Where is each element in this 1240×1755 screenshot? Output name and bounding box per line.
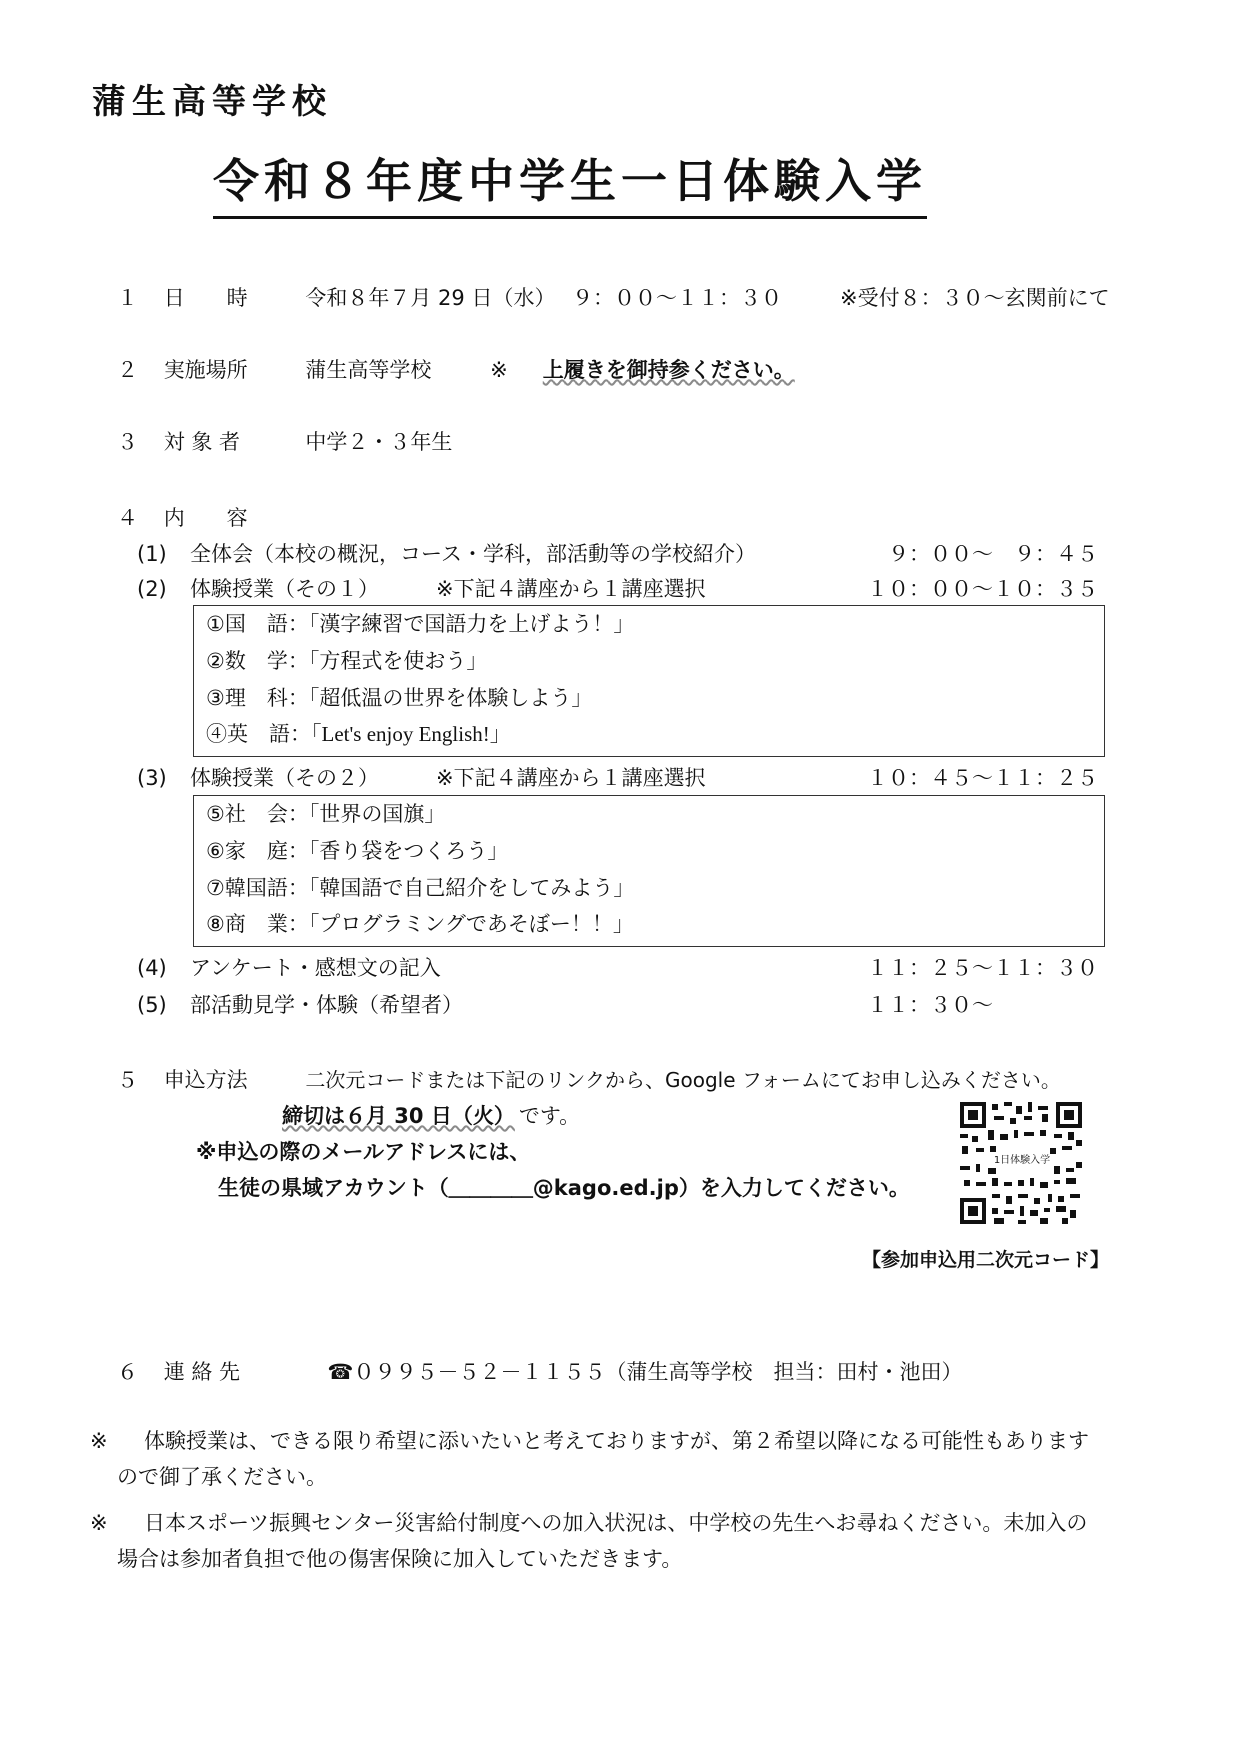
contact-phone: ☎０９９５－５２－１１５５（蒲生高等学校 担当：田村・池田）: [327, 1360, 963, 1384]
course-item: ⑥家 庭：「香り袋をつくろう」: [206, 839, 509, 863]
course-item: ⑦韓国語：「韓国語で自己紹介をしてみよう」: [206, 876, 635, 900]
section-number: ２: [117, 358, 138, 382]
session-time: １０：００～１０：３５: [867, 577, 1098, 601]
section-number: ６: [117, 1360, 138, 1384]
session-name: アンケート・感想文の記入: [190, 956, 441, 980]
deadline-suffix: です。: [518, 1104, 581, 1128]
course-box-1: [193, 605, 1105, 757]
session-time: １１：３０～: [867, 993, 993, 1017]
note-text: 体験授業は、できる限り希望に添いたいと考えておりますが、第２希望以降になる可能性もあります: [144, 1429, 1089, 1453]
course-item: ②数 学：「方程式を使おう」: [206, 649, 488, 673]
session-time: ９：００～ ９：４５: [888, 542, 1098, 566]
note-text: 場合は参加者負担で他の傷害保険に加入していただきます。: [117, 1547, 683, 1571]
session-note: ※下記４講座から１講座選択: [436, 766, 706, 790]
venue-mark: ※: [490, 358, 508, 382]
note-mark: ※: [90, 1429, 108, 1453]
section-label: 実施場所: [163, 358, 248, 382]
session-no: (2): [137, 577, 167, 601]
mail-note-2: 生徒の県域アカウント（＿＿＿＿@kago.ed.jp）を入力してください。: [218, 1176, 910, 1200]
course-box-2: [193, 795, 1105, 947]
deadline-date: 締切は６月 30 日（火）: [282, 1104, 515, 1128]
section-contact: [117, 1357, 963, 1387]
section-venue: [117, 355, 795, 385]
section-number: ３: [117, 430, 138, 454]
section-label: 連 絡 先: [163, 1360, 241, 1384]
qr-code-image[interactable]: [958, 1100, 1084, 1226]
apply-deadline: [282, 1101, 580, 1131]
section-number: ５: [117, 1068, 138, 1092]
mail-note-1: ※申込の際のメールアドレスには、: [196, 1140, 531, 1164]
event-date: 令和８年７月 29 日（水）: [305, 286, 556, 310]
session-time: １１：２５～１１：３０: [867, 956, 1098, 980]
session-no: (1): [137, 542, 167, 566]
qr-label: 1日体験入学: [993, 1155, 1051, 1166]
session-no: (4): [137, 956, 167, 980]
course-item: ③理 科：「超低温の世界を体験しよう」: [206, 686, 593, 710]
session-no: (3): [137, 766, 167, 790]
session-name: 全体会（本校の概況，コース・学科，部活動等の学校紹介）: [190, 542, 756, 566]
section-label: 対 象 者: [163, 430, 241, 454]
section-label: 内 容: [163, 506, 248, 530]
section-number: １: [117, 286, 138, 310]
note-mark: ※: [90, 1511, 108, 1535]
venue-place: 蒲生高等学校: [305, 358, 432, 382]
school-name: 蒲生高等学校: [92, 82, 332, 122]
session-no: (5): [137, 993, 167, 1017]
section-content: [117, 503, 248, 533]
section-number: ４: [117, 506, 138, 530]
session-time: １０：４５～１１：２５: [867, 766, 1098, 790]
venue-note: 上履きを御持参ください。: [542, 358, 795, 382]
course-item: ①国 語：「漢字練習で国語力を上げよう！」: [206, 612, 635, 636]
session-name: 体験授業（その２）: [190, 766, 379, 790]
section-label: 日 時: [163, 286, 248, 310]
page-title: 令和８年度中学生一日体験入学: [213, 150, 927, 219]
session-note: ※下記４講座から１講座選択: [436, 577, 706, 601]
note-text: 日本スポーツ振興センター災害給付制度への加入状況は、中学校の先生へお尋ねください。未加入の: [144, 1511, 1088, 1535]
course-item: ⑧商 業：「プログラミングであそぼー！！」: [206, 912, 634, 936]
section-datetime: [117, 283, 555, 313]
session-name: 体験授業（その１）: [190, 577, 379, 601]
section-apply: [117, 1065, 1061, 1095]
note-text: ので御了承ください。: [117, 1465, 327, 1489]
course-item: ④英 語：「Let's enjoy English!」: [206, 722, 511, 746]
session-name: 部活動見学・体験（希望者）: [190, 993, 463, 1017]
reception-time: ※受付８：３０～玄関前にて: [840, 286, 1110, 310]
event-time: ９：００～１１：３０: [572, 286, 782, 310]
apply-text: 二次元コードまたは下記のリンクから、Google フォームにてお申し込みください。: [305, 1068, 1061, 1092]
section-target: [117, 427, 452, 457]
target-value: 中学２・３年生: [305, 430, 453, 454]
qr-caption: 【参加申込用二次元コード】: [862, 1249, 1110, 1271]
course-item: ⑤社 会：「世界の国旗」: [206, 802, 446, 826]
section-label: 申込方法: [163, 1068, 248, 1092]
